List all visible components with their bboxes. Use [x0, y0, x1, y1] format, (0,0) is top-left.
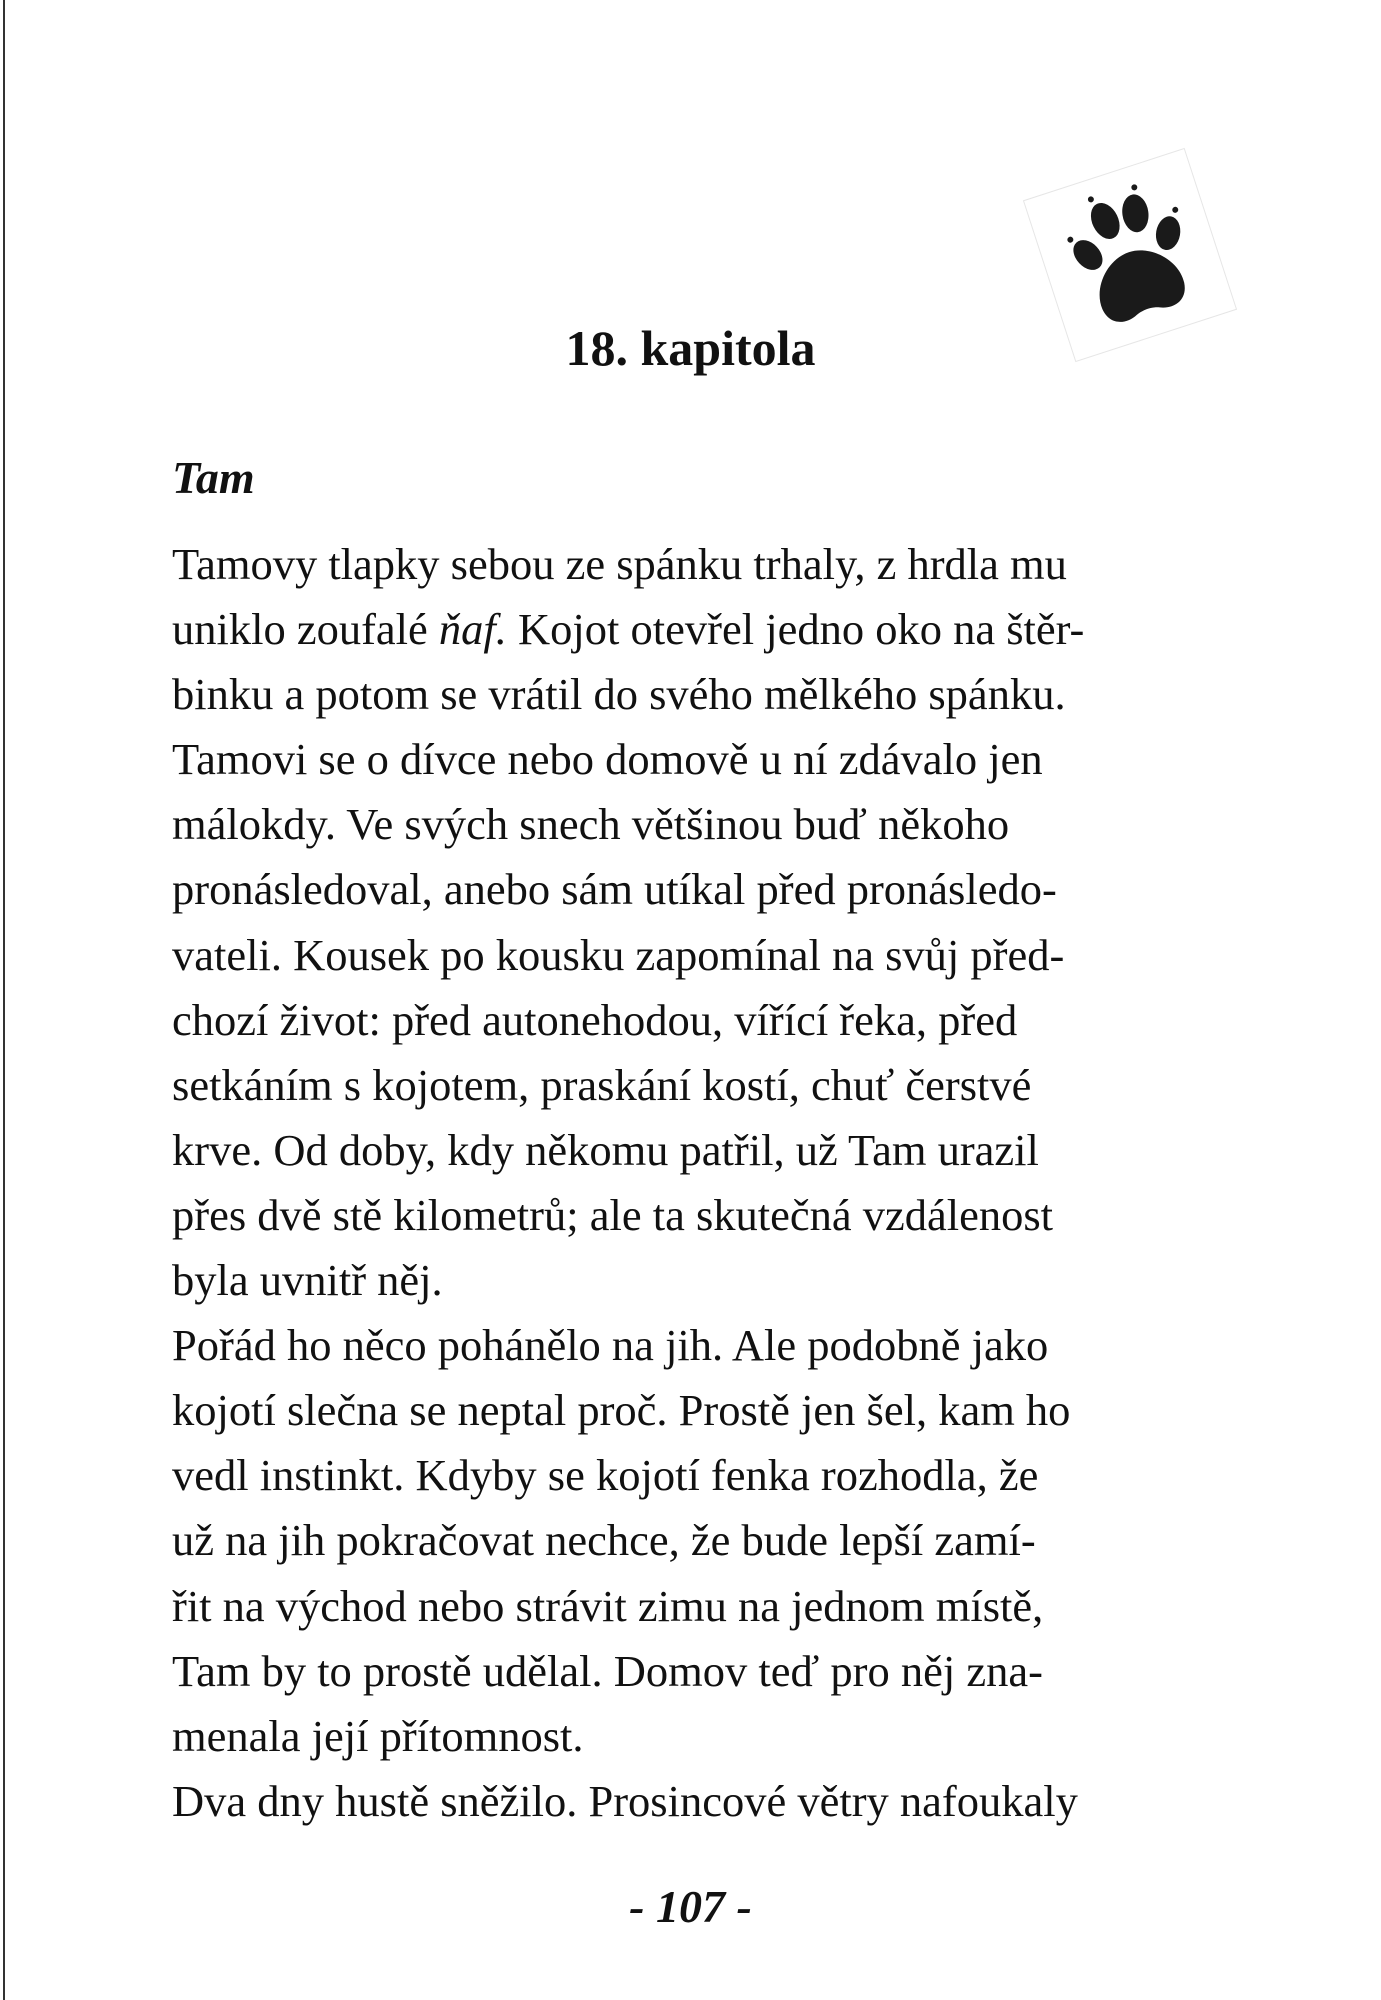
page-edge-line [3, 0, 5, 2000]
text-line: Tam by to prostě udělal. Domov teď pro něj zna- [172, 1645, 1043, 1696]
paw-toe-4 [1153, 214, 1183, 252]
paw-toe-1 [1068, 234, 1109, 275]
text-line: kojotí slečna se neptal proč. Prostě jen šel, kam ho [172, 1385, 1071, 1436]
paw-toe-2 [1085, 198, 1125, 244]
text-line [172, 597, 1252, 662]
text-line: Pořád ho něco pohánělo na jih. Ale podobně jako [172, 1320, 1049, 1371]
text-line: menala její přítomnost. [172, 1710, 584, 1761]
paw-toe-3 [1120, 193, 1151, 234]
paw-claw-3 [1131, 184, 1139, 192]
page-number: - 107 - [629, 1881, 752, 1932]
text-line-end: Kojot otevřel jedno oko na štěr- [506, 604, 1085, 655]
paw-claw-1 [1067, 236, 1075, 244]
paw-claw-2 [1087, 196, 1095, 204]
text-line: binku a potom se vrátil do svého mělkého spánku. [172, 669, 1066, 720]
text-line-start: uniklo zoufalé [172, 604, 439, 655]
text-line: setkáním s kojotem, praskání kostí, chuť čerstvé [172, 1059, 1032, 1110]
text-line: už na jih pokračovat nechce, že bude lepší zamí- [172, 1515, 1036, 1566]
section-title: Tam [172, 452, 255, 503]
text-line: vedl instinkt. Kdyby se kojotí fenka rozhodla, že [172, 1450, 1039, 1501]
text-line: chozí život: před autonehodou, vířící řeka, před [172, 994, 1018, 1045]
text-line: Dva dny hustě sněžilo. Prosincové větry nafoukaly [172, 1775, 1078, 1826]
text-line: vateli. Kousek po kousku zapomínal na svůj před- [172, 929, 1065, 980]
text-line: přes dvě stě kilometrů; ale ta skutečná vzdálenost [172, 1189, 1054, 1240]
onomatopoeia-italic: ňaf. [438, 604, 507, 655]
body-text [172, 532, 1252, 1834]
text-line: byla uvnitř něj. [172, 1255, 443, 1306]
text-line: málokdy. Ve svých snech většinou buď někoho [172, 799, 1010, 850]
text-line: řit na východ nebo strávit zimu na jednom místě, [172, 1580, 1044, 1631]
text-line: Tamovy tlapky sebou ze spánku trhaly, z hrdla mu [172, 539, 1067, 589]
text-line: Tamovi se o dívce nebo domově u ní zdávalo jen [172, 734, 1043, 785]
text-line: krve. Od doby, kdy někomu patřil, už Tam urazil [172, 1124, 1039, 1175]
paw-pad [1088, 239, 1190, 327]
chapter-title: 18. kapitola [565, 320, 816, 376]
paw-claw-4 [1171, 206, 1179, 214]
text-line: pronásledoval, anebo sám utíkal před pronásledo- [172, 864, 1057, 915]
